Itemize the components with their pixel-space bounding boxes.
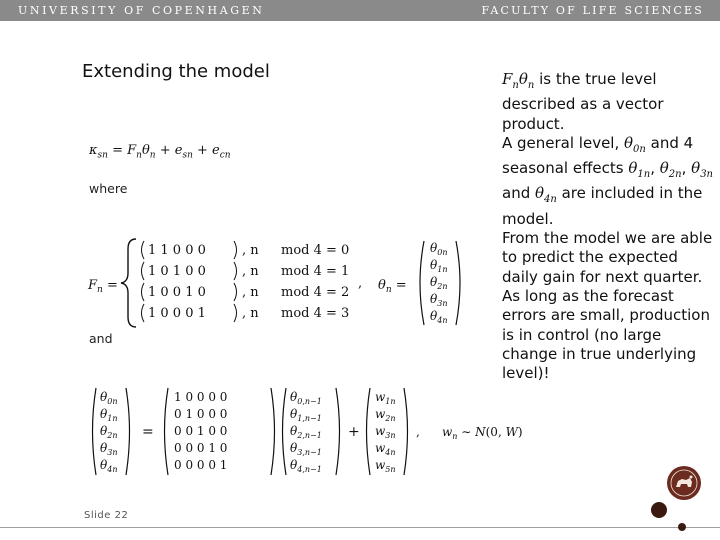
bullet-2-text-d: are included in the model. <box>502 184 703 228</box>
svg-text:+: + <box>348 424 360 440</box>
decorative-dot-large <box>651 502 667 518</box>
svg-text:w1n: $w_{1n}$ <box>375 390 396 406</box>
svg-text:θ4,n−1: $\theta_{4,n-1}$ <box>290 458 322 474</box>
svg-text:θn =: $\theta_n$ = <box>378 278 407 295</box>
where-label: where <box>89 181 128 196</box>
svg-text:θ4n: $\theta_{4n}$ <box>430 309 448 325</box>
footer-divider <box>0 527 720 528</box>
svg-text:θ1n: $\theta_{1n}$ <box>100 407 118 423</box>
bullet-1: $F_n\theta_n$ is the true level described as a vector product. <box>502 70 664 133</box>
state-transition-equation <box>86 385 546 480</box>
bullet-list <box>502 70 714 383</box>
bullet-1-text: is the true level described as a vector product. <box>502 70 664 133</box>
svg-text:, n: , n <box>242 285 259 300</box>
svg-text:mod 4 = 0: mod 4 = 0 <box>281 243 350 258</box>
bullet-4: As long as the forecast errors are small, production is in control (no large change in true underlying level)! <box>502 286 710 383</box>
svg-text:1 0 1 0 0: 1 0 1 0 0 <box>148 264 206 279</box>
svg-text:θ0n: $\theta_{0n}$ <box>430 241 448 257</box>
svg-text:w3n: $w_{3n}$ <box>375 424 396 440</box>
svg-text:θ1,n−1: $\theta_{1,n-1}$ <box>290 407 322 423</box>
svg-text:w5n: $w_{5n}$ <box>375 458 396 474</box>
and-label: and <box>89 331 113 346</box>
bullet-2-text-b: and 4 seasonal effects <box>502 133 694 178</box>
svg-text:θ3,n−1: $\theta_{3,n-1}$ <box>290 441 322 457</box>
slide-title: Extending the model <box>82 61 270 82</box>
svg-text:w2n: $w_{2n}$ <box>375 407 396 423</box>
svg-text:mod 4 = 1: mod 4 = 1 <box>281 264 350 279</box>
svg-text:θ1n: $\theta_{1n}$ <box>430 258 448 274</box>
svg-text:θ2n: $\theta_{2n}$ <box>430 275 448 291</box>
university-seal-icon <box>666 465 702 501</box>
svg-text:=: = <box>142 424 154 440</box>
bullet-2-text-a: A general level, <box>502 133 625 152</box>
svg-text:0 0 0 0 1: 0 0 0 0 1 <box>174 458 228 472</box>
svg-text:0 0 1 0 0: 0 0 1 0 0 <box>174 424 228 438</box>
svg-text:θ0n: $\theta_{0n}$ <box>100 390 118 406</box>
svg-text:mod 4 = 2: mod 4 = 2 <box>281 285 350 300</box>
svg-text:,: , <box>358 276 363 291</box>
svg-text:wn ∼ N(0, W): $w_n$ ∼ N(0, W) <box>442 425 523 441</box>
svg-text:Fn =: $F_n$ = <box>88 278 118 295</box>
svg-text:, n: , n <box>242 306 259 321</box>
svg-text:θ3n: $\theta_{3n}$ <box>430 292 448 308</box>
svg-text:w4n: $w_{4n}$ <box>375 441 396 457</box>
design-matrix-equation <box>86 235 486 330</box>
bullet-2-text-c: and <box>502 184 535 203</box>
svg-text:θ4n: $\theta_{4n}$ <box>100 458 118 474</box>
slide-number: Slide 22 <box>84 510 129 521</box>
decorative-dot-small <box>678 523 686 531</box>
svg-text:θ0,n−1: $\theta_{0,n-1}$ <box>290 390 322 406</box>
university-name: UNIVERSITY OF COPENHAGEN <box>18 4 265 17</box>
svg-text:, n: , n <box>242 243 259 258</box>
svg-text:, n: , n <box>242 264 259 279</box>
svg-text:mod 4 = 3: mod 4 = 3 <box>281 306 350 321</box>
observation-equation: $\kappa_{sn} = F_n\theta_n + e_{sn} + e_{cn}$ <box>89 143 231 161</box>
svg-text:,: , <box>416 425 420 439</box>
svg-text:1 0 0 1 0: 1 0 0 1 0 <box>148 285 206 300</box>
bullet-2: A general level, $\theta_{0n}$ and 4 seasonal effects $\theta_{1n}$, $\theta_{2n}$, $\theta_{3n}$ and $\theta_{4n}$ are included in the model. <box>502 133 713 228</box>
svg-text:1 0 0 0 0: 1 0 0 0 0 <box>174 390 228 404</box>
svg-text:1 0 0 0 1: 1 0 0 0 1 <box>148 306 206 321</box>
svg-text:θ2,n−1: $\theta_{2,n-1}$ <box>290 424 322 440</box>
faculty-name: FACULTY OF LIFE SCIENCES <box>481 4 704 17</box>
header-bar <box>0 0 720 21</box>
svg-text:0 1 0 0 0: 0 1 0 0 0 <box>174 407 228 421</box>
bullet-3: From the model we are able to predict the expected daily gain for next quarter. <box>502 229 713 286</box>
svg-text:θ3n: $\theta_{3n}$ <box>100 441 118 457</box>
svg-text:0 0 0 1 0: 0 0 0 1 0 <box>174 441 228 455</box>
svg-text:1 1 0 0 0: 1 1 0 0 0 <box>148 243 206 258</box>
svg-text:θ2n: $\theta_{2n}$ <box>100 424 118 440</box>
